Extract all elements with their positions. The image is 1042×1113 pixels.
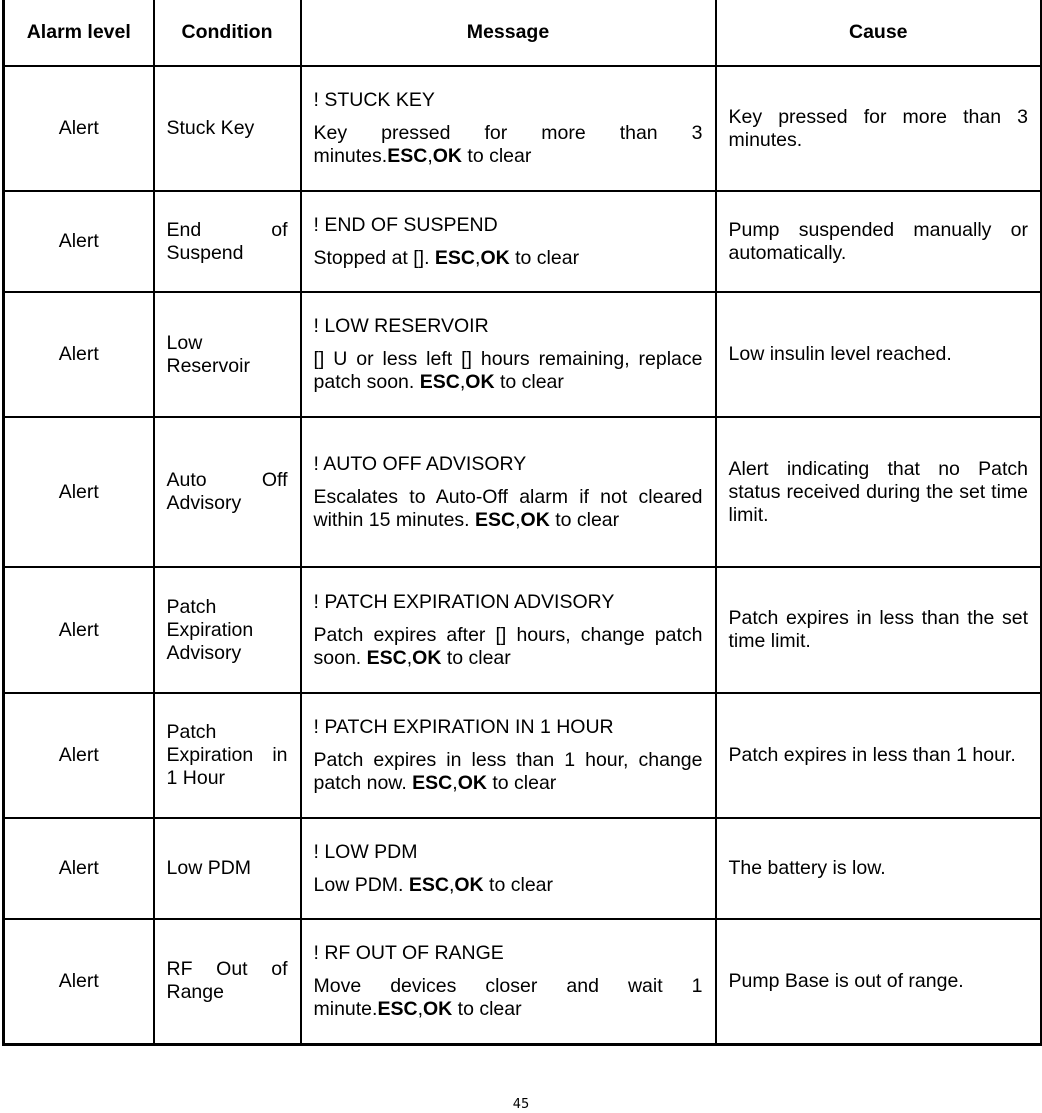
message-body	[314, 749, 703, 795]
esc-key-label: ESC	[419, 371, 460, 393]
message-text: Patch expires after [] hours, change patch soon.	[313, 623, 703, 669]
condition-cell: Patch Expiration in 1 Hour	[154, 693, 301, 818]
message-cell	[301, 417, 716, 567]
condition-cell: RF Out of Range	[154, 919, 301, 1044]
table-row	[4, 191, 1042, 292]
table-row	[4, 567, 1042, 693]
key-separator: ,	[459, 371, 466, 393]
header-condition: Condition	[154, 0, 301, 66]
alarm-level-cell: Alert	[4, 693, 154, 818]
esc-key-label: ESC	[408, 873, 449, 896]
message-suffix: to clear	[486, 772, 557, 794]
message-cell	[301, 292, 716, 417]
message-cell	[301, 919, 716, 1044]
ok-key-label: OK	[454, 873, 484, 896]
key-separator: ,	[417, 997, 423, 1020]
esc-key-label: ESC	[387, 145, 428, 167]
condition-cell: Low PDM	[154, 818, 301, 919]
cause-cell: Patch expires in less than the set time limit.	[716, 567, 1042, 693]
condition-cell: Patch Expiration Advisory	[154, 567, 301, 693]
alarm-table	[2, 0, 1042, 1046]
message-title: ! PATCH EXPIRATION IN 1 HOUR	[313, 716, 614, 738]
page-number: 45	[512, 1097, 530, 1112]
message-text: Low PDM.	[313, 873, 409, 896]
message-text: Key pressed for more than 3 minutes.	[313, 122, 703, 167]
esc-key-label: ESC	[377, 997, 418, 1020]
message-suffix: to clear	[494, 371, 564, 393]
table-row	[4, 417, 1042, 567]
message-body	[314, 122, 703, 168]
alarm-level-cell: Alert	[4, 292, 154, 417]
table-row	[4, 919, 1042, 1044]
cause-cell: Key pressed for more than 3 minutes.	[716, 66, 1042, 191]
message-body	[314, 624, 703, 670]
message-title: ! STUCK KEY	[313, 89, 435, 111]
ok-key-label: OK	[412, 646, 442, 669]
alarm-level-cell: Alert	[4, 191, 154, 292]
esc-key-label: ESC	[412, 772, 453, 794]
message-suffix: to clear	[441, 646, 511, 669]
table-row	[4, 66, 1042, 191]
header-message: Message	[301, 0, 716, 66]
message-suffix: to clear	[549, 508, 620, 531]
message-title: ! RF OUT OF RANGE	[313, 941, 504, 964]
condition-cell: End of Suspend	[154, 191, 301, 292]
message-text: Patch expires in less than 1 hour, change patch now.	[313, 749, 703, 794]
key-separator: ,	[475, 246, 481, 269]
condition-cell: Auto Off Advisory	[154, 417, 301, 567]
cause-cell: Pump Base is out of range.	[716, 919, 1042, 1044]
message-cell	[301, 191, 716, 292]
ok-key-label: OK	[422, 997, 453, 1020]
key-separator: ,	[448, 873, 455, 896]
key-separator: ,	[452, 772, 458, 794]
key-separator: ,	[406, 646, 413, 669]
message-text: Stopped at [].	[313, 246, 435, 269]
message-title: ! AUTO OFF ADVISORY	[313, 452, 527, 475]
message-suffix: to clear	[509, 246, 580, 269]
header-row	[4, 0, 1042, 66]
alarm-level-cell: Alert	[4, 66, 154, 191]
esc-key-label: ESC	[475, 508, 516, 531]
table-row	[4, 693, 1042, 818]
message-cell	[301, 567, 716, 693]
ok-key-label: OK	[520, 508, 550, 531]
message-title: ! PATCH EXPIRATION ADVISORY	[313, 590, 615, 613]
ok-key-label: OK	[465, 371, 495, 393]
message-title: ! LOW PDM	[313, 840, 418, 863]
message-body	[314, 874, 703, 897]
ok-key-label: OK	[457, 772, 487, 794]
ok-key-label: OK	[480, 246, 510, 269]
message-suffix: to clear	[461, 145, 532, 167]
condition-cell: Low Reservoir	[154, 292, 301, 417]
message-suffix: to clear	[483, 873, 554, 896]
alarm-level-cell: Alert	[4, 919, 154, 1044]
key-separator: ,	[427, 145, 433, 167]
message-title: ! LOW RESERVOIR	[313, 315, 489, 337]
table-row	[4, 818, 1042, 919]
message-cell	[301, 66, 716, 191]
alarm-level-cell: Alert	[4, 567, 154, 693]
cause-cell: Low insulin level reached.	[716, 292, 1042, 417]
esc-key-label: ESC	[434, 246, 476, 269]
cause-cell: Alert indicating that no Patch status received during the set time limit.	[716, 417, 1042, 567]
table-row	[4, 292, 1042, 417]
message-cell	[301, 818, 716, 919]
message-cell	[301, 693, 716, 818]
ok-key-label: OK	[432, 145, 462, 167]
esc-key-label: ESC	[366, 646, 407, 669]
message-body	[314, 486, 703, 532]
message-suffix: to clear	[452, 997, 522, 1020]
message-title: ! END OF SUSPEND	[313, 213, 498, 236]
message-text: [] U or less left [] hours remaining, replace patch soon.	[313, 348, 703, 393]
alarm-level-cell: Alert	[4, 417, 154, 567]
message-text: Escalates to Auto-Off alarm if not cleared within 15 minutes.	[313, 485, 703, 531]
header-alarm-level: Alarm level	[4, 0, 154, 66]
message-body	[314, 348, 703, 394]
cause-cell: The battery is low.	[716, 818, 1042, 919]
message-body	[314, 975, 703, 1021]
condition-cell: Stuck Key	[154, 66, 301, 191]
header-cause: Cause	[716, 0, 1042, 66]
cause-cell: Pump suspended manually or automatically.	[716, 191, 1042, 292]
alarm-level-cell: Alert	[4, 818, 154, 919]
message-body	[314, 247, 703, 270]
message-text: Move devices closer and wait 1 minute.	[313, 974, 703, 1020]
key-separator: ,	[515, 508, 521, 531]
cause-cell: Patch expires in less than 1 hour.	[716, 693, 1042, 818]
